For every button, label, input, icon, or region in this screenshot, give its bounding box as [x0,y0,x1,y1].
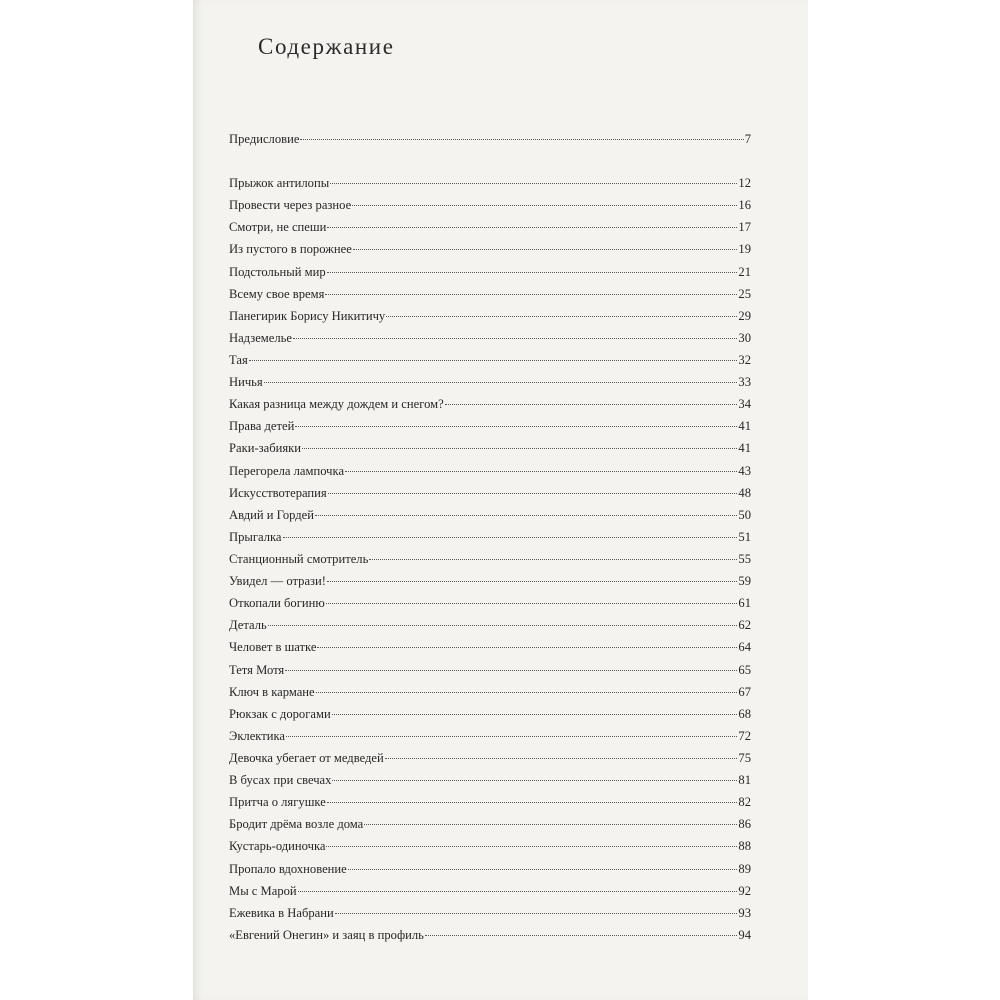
toc-entry-title: Перегорела лампочка [229,463,345,478]
dot-leader [445,404,738,405]
toc-entry [229,640,751,662]
dot-leader [353,249,738,250]
dot-leader [293,338,737,339]
toc-entry-page-number: 81 [738,773,751,788]
toc-entry-page-number: 67 [738,684,751,699]
toc-entry [229,265,751,287]
toc-entry-title: Девочка убегает от медведей [229,750,384,765]
toc-entry-page-number: 62 [738,618,751,633]
toc-entry-title: «Евгений Онегин» и заяц в профиль [229,927,424,942]
toc-entry [229,331,751,353]
toc-entry-page-number: 41 [738,419,751,434]
toc-entry [229,441,751,463]
dot-leader [326,603,738,604]
toc-entry-title: Эклектика [229,728,286,743]
toc-entry [229,751,751,773]
toc-entry-page-number: 43 [738,463,751,478]
toc-entry [229,353,751,375]
toc-entry-page-number: 75 [738,750,751,765]
dot-leader [249,360,738,361]
toc-entry-page-number: 34 [738,397,751,412]
toc-entry [229,176,751,198]
toc-entry-title: Авдий и Гордей [229,507,314,522]
toc-entry-title: Смотри, не спеши [229,220,327,235]
toc-entry [229,530,751,552]
toc-entry-page-number: 65 [738,662,751,677]
toc-entry-title: Откопали богиню [229,596,325,611]
toc-entry-page-number: 89 [738,861,751,876]
dot-leader [295,426,737,427]
toc-entry-title: Пропало вдохновение [229,861,347,876]
toc-entry-page-number: 7 [744,132,751,146]
toc-entry [229,242,751,264]
toc-entry-title: Тетя Мотя [229,662,285,677]
dot-leader [345,471,737,472]
toc-entry-page-number: 92 [738,883,751,898]
toc-entry-title: Кустарь-одиночка [229,839,326,854]
dot-leader [283,537,738,538]
toc-entry [229,596,751,618]
toc-entry-title: Раки-забияки [229,441,302,456]
dot-leader [425,935,738,936]
toc-entry-title: В бусах при свечах [229,773,332,788]
toc-entry-page-number: 68 [738,706,751,721]
toc-entry-title: Тая [229,352,248,367]
toc-entry-page-number: 86 [738,817,751,832]
toc-entry-page-number: 41 [738,441,751,456]
toc-entry-title: Прыгалка [229,529,282,544]
toc-entry [229,795,751,817]
dot-leader [264,382,738,383]
toc-entry-title: Искусствотерапия [229,485,327,500]
dot-leader [348,869,738,870]
toc-entry [229,618,751,640]
toc-entry [229,464,751,486]
dot-leader [369,559,737,560]
toc-entry-title: Мы с Марой [229,883,297,898]
toc-entry-title: Предисловие [229,132,300,146]
toc-entry [229,862,751,884]
toc-entry [229,132,751,154]
toc-entry-page-number: 29 [738,308,751,323]
dot-leader [328,493,738,494]
dot-leader [302,448,737,449]
dot-leader [327,802,738,803]
toc-entry [229,486,751,508]
toc-entry-title: Какая разница между дождем и снегом? [229,397,444,412]
toc-entry-title: Притча о лягушке [229,795,326,810]
toc-entry-page-number: 82 [738,795,751,810]
toc-entry [229,508,751,530]
toc-entry-title: Подстольный мир [229,264,326,279]
toc-entry [229,574,751,596]
toc-entry-title: Провести через разное [229,198,352,213]
toc-entry-page-number: 88 [738,839,751,854]
toc-entry-page-number: 48 [738,485,751,500]
toc-entry-title: Прыжок антилопы [229,176,330,191]
dot-leader [285,670,737,671]
toc-entry-title: Из пустого в порожнее [229,242,352,257]
toc-entry-title: Рюкзак с дорогами [229,706,331,721]
toc-entry [229,729,751,751]
toc-entry [229,928,751,950]
toc-entry [229,419,751,441]
toc-entry-page-number: 32 [738,352,751,367]
dot-leader [327,581,737,582]
toc-entry-title: Увидел — отрази! [229,574,326,589]
toc-entry-page-number: 94 [738,927,751,942]
toc-entry-title: Человет в шатке [229,640,317,655]
dot-leader [364,824,737,825]
toc-entry [229,287,751,309]
dot-leader [286,736,737,737]
toc-entry [229,884,751,906]
toc-entry-page-number: 19 [738,242,751,257]
dot-leader [326,846,737,847]
toc-entry-page-number: 51 [738,529,751,544]
toc-entry-title: Панегирик Борису Никитичу [229,308,386,323]
dot-leader [327,272,738,273]
dot-leader [298,891,738,892]
dot-leader [330,183,737,184]
toc-entry-title: Надземелье [229,330,292,345]
toc-entry [229,685,751,707]
dot-leader [332,780,737,781]
toc-entry-title: Всему свое время [229,286,325,301]
toc-entry-page-number: 59 [738,574,751,589]
dot-leader [327,227,737,228]
toc-entry [229,309,751,331]
dot-leader [268,625,738,626]
page-title: Содержание [258,34,395,59]
toc-entry-page-number: 61 [738,596,751,611]
toc-entry [229,773,751,795]
dot-leader [316,692,738,693]
toc-entry-title: Деталь [229,618,267,633]
toc-entry-title: Бродит дрёма возле дома [229,817,364,832]
toc-entry-page-number: 12 [738,176,751,191]
toc-entry-title: Ничья [229,375,263,390]
toc-entry-page-number: 72 [738,728,751,743]
dot-leader [300,139,743,140]
dot-leader [385,758,738,759]
toc-entry-page-number: 30 [738,330,751,345]
toc-entry-page-number: 33 [738,375,751,390]
toc-entry [229,552,751,574]
table-of-contents [229,132,751,950]
toc-entry [229,906,751,928]
dot-leader [315,515,737,516]
dot-leader [317,647,737,648]
toc-entry [229,817,751,839]
toc-entry-title: Ежевика в Набрани [229,905,334,920]
toc-entry-page-number: 16 [738,198,751,213]
toc-entry-page-number: 64 [738,640,751,655]
toc-entry-page-number: 21 [738,264,751,279]
toc-entry-page-number: 25 [738,286,751,301]
toc-entry [229,839,751,861]
dot-leader [332,714,738,715]
toc-entry-page-number: 17 [738,220,751,235]
toc-entry [229,663,751,685]
toc-entry [229,375,751,397]
toc-entry-page-number: 50 [738,507,751,522]
dot-leader [386,316,737,317]
toc-entry-title: Права детей [229,419,295,434]
dot-leader [352,205,737,206]
toc-entry [229,220,751,242]
toc-entry-page-number: 55 [738,551,751,566]
dot-leader [325,294,737,295]
toc-entry-page-number: 93 [738,905,751,920]
dot-leader [335,913,738,914]
toc-entry-title: Ключ в кармане [229,684,315,699]
toc-entry [229,397,751,419]
toc-entry [229,707,751,729]
toc-entry-title: Станционный смотритель [229,551,369,566]
toc-entry [229,198,751,220]
